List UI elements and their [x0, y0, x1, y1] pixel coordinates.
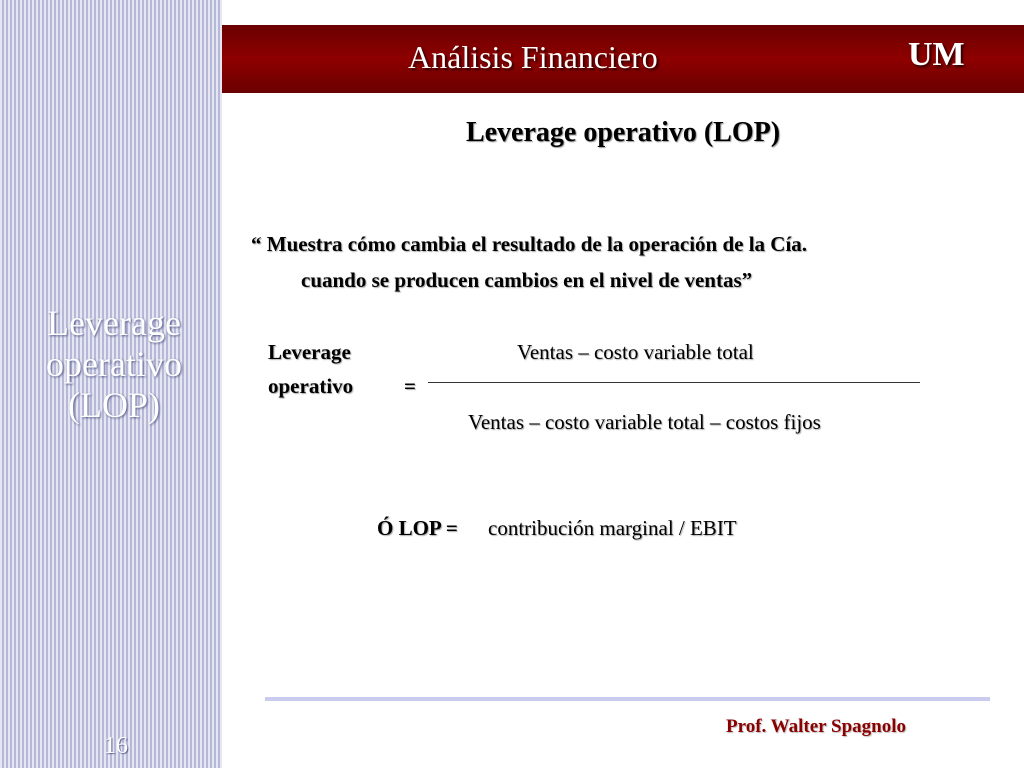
formula-numerator: Ventas – costo variable total	[517, 340, 754, 364]
header-title: Análisis Financiero	[408, 39, 658, 75]
header-logo-text: UM	[908, 36, 965, 73]
sidebar-title-line-3: (LOP)	[68, 385, 160, 425]
sidebar-title	[0, 303, 228, 426]
formula-label-line-1: Leverage	[268, 340, 351, 364]
footer-divider	[265, 697, 990, 701]
quote-line-1: “ Muestra cómo cambia el resultado de la operación de la Cía.	[251, 232, 808, 256]
fraction-line	[428, 382, 920, 383]
footer-author: Prof. Walter Spagnolo	[726, 716, 906, 737]
formula-equals-sign: =	[404, 374, 416, 398]
formula-label-line-2: operativo	[268, 374, 354, 398]
sidebar-title-line-1: Leverage	[47, 303, 181, 343]
formula-denominator: Ventas – costo variable total – costos fijos	[468, 410, 821, 434]
slide-heading: Leverage operativo (LOP)	[465, 117, 781, 148]
header-bar	[222, 25, 1024, 93]
sidebar	[0, 0, 222, 768]
alt-formula-prefix: Ó LOP =	[377, 516, 458, 540]
alt-formula-expression: contribución marginal / EBIT	[488, 516, 737, 540]
sidebar-title-line-2: operativo	[46, 344, 182, 384]
slide-number: 16	[104, 733, 128, 759]
quote-line-2: cuando se producen cambios en el nivel de ventas”	[301, 268, 753, 292]
